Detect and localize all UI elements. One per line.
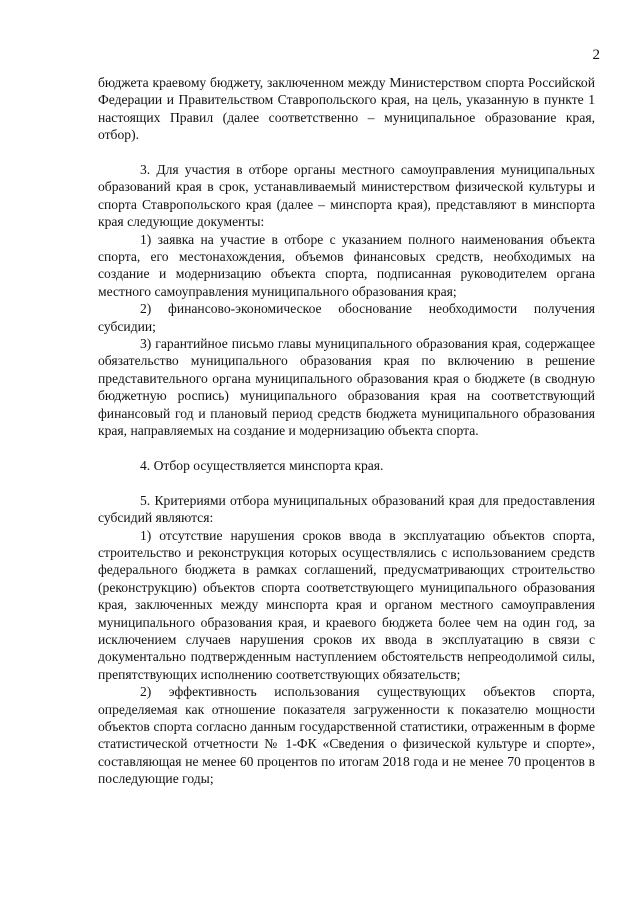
paragraph-clause-5: 5. Критериями отбора муниципальных образований края для предоставления субсидий являются:	[98, 492, 595, 526]
paragraph-clause-5-item-2: 2) эффективность использования существующих объектов спорта, определяемая как отношение показателя загруженности к показателю мощности объектов спорта согласно данным государственной статистики, отраженным в форме статистической отчетности № 1-ФК «Сведения о физической культуре и спорте», составляющая не менее 60 процентов по итогам 2018 года и не менее 70 процентов в последующие годы;	[98, 684, 595, 787]
paragraph-clause-5-item-1: 1) отсутствие нарушения сроков ввода в эксплуатацию объектов спорта, строительство и реконструкция которых осуществлялись с использованием средств федерального бюджета в рамках соглашений, предусматривающих строительство (реконструкцию) объектов спорта соответствующего муниципального образования края, заключенных между минспорта края и органом местного самоуправления муниципального образования края, и краевого бюджета более чем на один год, за исключением случаев нарушения сроков их ввода в эксплуатацию в связи с документально подтвержденным наступлением обстоятельств непреодолимой силы, препятствующих исполнению соответствующих обязательств;	[98, 527, 595, 682]
paragraph-continuation: бюджета краевому бюджету, заключенном между Министерством спорта Российской Федерации и Правительством Ставропольского края, на цель, указанную в пункте 1 настоящих Правил (далее соответственно – муниципальное образование края, отбор).	[98, 75, 595, 143]
paragraph-clause-3-item-1: 1) заявка на участие в отборе с указанием полного наименования объекта спорта, его местонахождения, объемов финансовых средств, необходимых на создание и модернизацию объекта спорта, подписанная руководителем органа местного самоуправления муниципального образования края;	[98, 231, 595, 299]
document-body	[98, 74, 595, 788]
paragraph-clause-3: 3. Для участия в отборе органы местного самоуправления муниципальных образований края в срок, устанавливаемый министерством физической культуры и спорта Ставропольского края (далее – минспорта края), представляют в минспорта края следующие документы:	[98, 162, 595, 230]
page-number: 2	[592, 47, 600, 63]
paragraph-clause-3-item-2: 2) финансово-экономическое обоснование необходимости получения субсидии;	[98, 301, 595, 334]
paragraph-clause-3-item-3: 3) гарантийное письмо главы муниципального образования края, содержащее обязательство муниципального образования края по включению в решение представительного органа муниципального образования края о бюджете (в сводную бюджетную роспись) муниципального образования края на соответствующий финансовый год и плановый период средств бюджета муниципального образования края, направляемых на создание и модернизацию объекта спорта.	[98, 336, 595, 439]
paragraph-clause-4: 4. Отбор осуществляется минспорта края.	[140, 457, 384, 473]
